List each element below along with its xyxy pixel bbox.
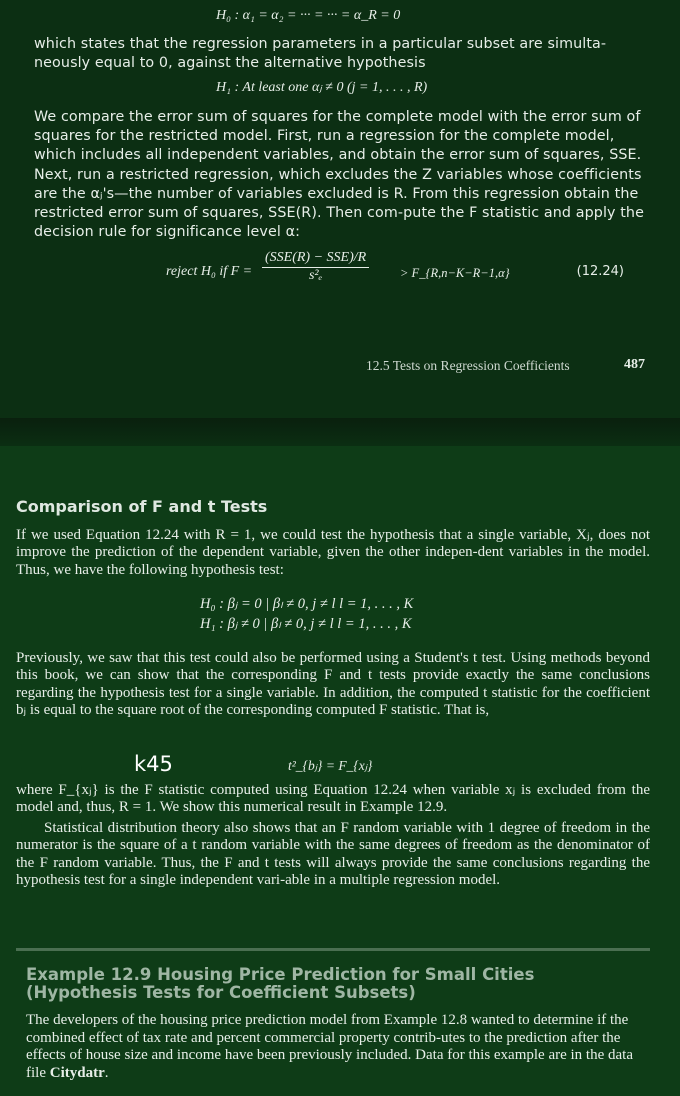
h1-equation: H₁ : At least one αⱼ ≠ 0 (j = 1, . . . , R): [216, 80, 428, 95]
paragraph-f-definition: where F_{xⱼ} is the F statistic computed using Equation 12.24 when variable xⱼ is excluded from the model and, thus, R = 1. We show this numerical result in Example 12.9.: [16, 782, 650, 816]
example-heading: Example 12.9 Housing Price Prediction for Small Cities (Hypothesis Tests for Coefficient Subsets): [26, 965, 535, 1002]
paragraph-null-hypothesis: which states that the regression parameters in a particular subset are simulta-neously equal to 0, against the alternative hypothesis: [34, 36, 607, 72]
fraction-denominator: s²ₑ: [308, 268, 323, 283]
critical-value: > F_{R,n−K−R−1,α}: [400, 266, 510, 280]
fraction-numerator: (SSE(R) − SSE)/R: [262, 250, 369, 268]
example-divider: [16, 948, 650, 951]
data-file-name: Citydatr: [49, 1064, 105, 1081]
page-divider-band: [0, 418, 680, 446]
running-head: 12.5 Tests on Regression Coefficients: [366, 358, 570, 373]
example-text: The developers of the housing price prediction model from Example 12.8 wanted to determine if the combined effect of tax rate and percent commercial property contrib-utes to the prediction after the effects of house size and income have been previously included. Data for this example are in the data file: [26, 1012, 633, 1081]
top-page-region: [0, 0, 680, 418]
equation-number: (12.24): [576, 264, 624, 279]
h0-equation: H₀ : α₁ = α₂ = ··· = ··· = α_R = 0: [216, 8, 401, 23]
final-period: .: [104, 1064, 109, 1081]
paragraph-t-test: Previously, we saw that this test could also be performed using a Student's t test. Using methods beyond this book, we can show that the corresponding F and t tests provide exactly the same conclusions regarding the hypothesis test for a single variable. In addition, the computed t statistic for the coefficient bⱼ is equal to the square root of the corresponding computed F statistic. That is,: [16, 650, 650, 719]
handwritten-note: k45: [134, 752, 173, 776]
reject-label: reject H₀ if F =: [166, 264, 253, 279]
paragraph-single-variable: If we used Equation 12.24 with R = 1, we could test the hypothesis that a single variable, Xⱼ, does not improve the prediction of the dependent variable, given the other indepen-dent variables in the model. Thus, we have the following hypothesis test:: [16, 527, 650, 578]
section-heading: Comparison of F and t Tests: [16, 497, 268, 516]
paragraph-distribution-theory: Statistical distribution theory also shows that an F random variable with 1 degree of freedom in the numerator is the square of a t random variable with the same degrees of freedom as the denominator of the F random variable. Thus, the F and t tests will always provide the same conclusions regarding the hypothesis test for a single independent vari-able in a multiple regression model.: [16, 820, 650, 889]
paragraph-compare-sse: We compare the error sum of squares for the complete model with the error sum of squares for the restricted model. First, run a regression for the complete model, which includes all independent variables, and obtain the error sum of squares, SSE. Next, run a restricted regression, which excludes the Z variables whose coefficients are the αⱼ's—the number of variables excluded is R. From this regression obtain the restricted error sum of squares, SSE(R). Then com-pute the F statistic and apply the decision rule for significance level α:: [34, 109, 644, 241]
hypothesis-h0: H₀ : βⱼ = 0 | βₗ ≠ 0, j ≠ l l = 1, . . . , K: [200, 596, 414, 612]
example-paragraph: [26, 1012, 644, 1082]
f-statistic-fraction: [262, 250, 369, 284]
t-squared-equation: t²_{bⱼ} = F_{xⱼ}: [288, 758, 373, 773]
hypothesis-h1: H₁ : βⱼ ≠ 0 | βₗ ≠ 0, j ≠ l l = 1, . . . , K: [200, 616, 412, 632]
page-number: 487: [624, 357, 645, 372]
